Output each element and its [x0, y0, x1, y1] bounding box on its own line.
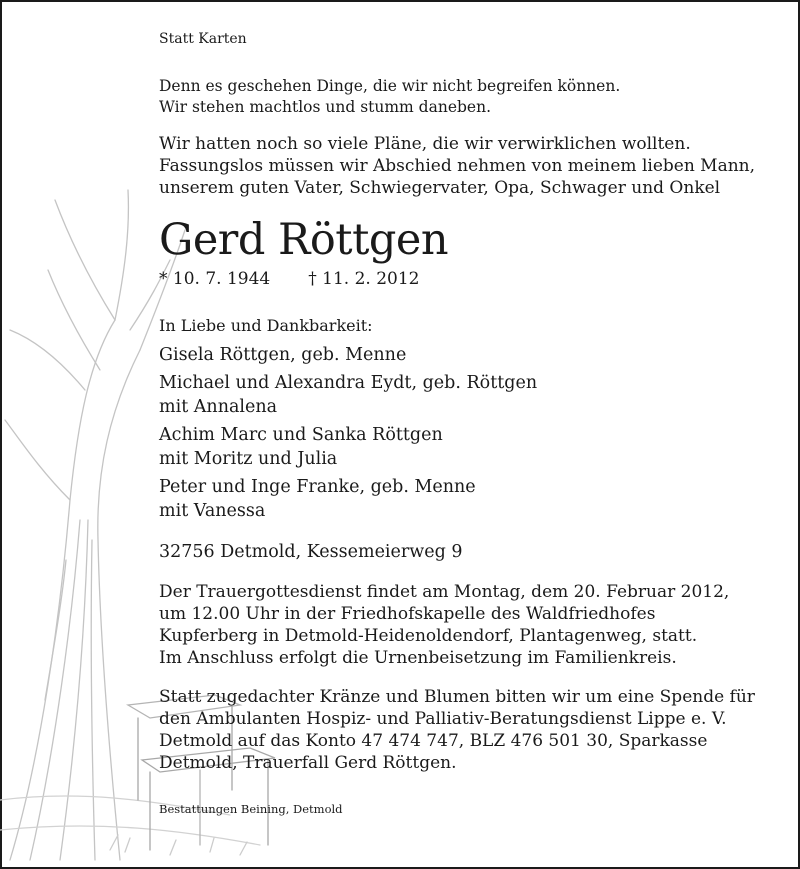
- mourner-names: Peter und Inge Franke, geb. Menne: [159, 477, 476, 497]
- intro-line: Wir hatten noch so viele Pläne, die wir verwirklichen wollten.: [159, 134, 691, 154]
- birth-date: * 10. 7. 1944: [159, 269, 271, 289]
- quote-line: Denn es geschehen Dinge, die wir nicht begreifen können.: [159, 77, 621, 95]
- mourner-children: mit Vanessa: [159, 501, 266, 521]
- donation-line: Statt zugedachter Kränze und Blumen bitten wir um eine Spende für: [159, 687, 755, 707]
- mourner-entry: [159, 343, 779, 367]
- donation-block: [159, 686, 779, 774]
- mourner-entry: [159, 475, 779, 523]
- service-line: Im Anschluss erfolgt die Urnenbeisetzung im Familienkreis.: [159, 648, 677, 668]
- service-line: Der Trauergottesdienst findet am Montag, dem 20. Februar 2012,: [159, 582, 730, 602]
- intro-line: Fassungslos müssen wir Abschied nehmen von meinem lieben Mann,: [159, 156, 756, 176]
- mourner-entry: [159, 423, 779, 471]
- quote-line: Wir stehen machtlos und stumm daneben.: [159, 98, 492, 116]
- donation-line: Detmold auf das Konto 47 474 747, BLZ 476 501 30, Sparkasse: [159, 731, 708, 751]
- donation-line: Detmold, Trauerfall Gerd Röttgen.: [159, 753, 457, 773]
- address: 32756 Detmold, Kessemeierweg 9: [159, 542, 463, 562]
- header-label: Statt Karten: [159, 31, 247, 47]
- death-date: † 11. 2. 2012: [308, 269, 420, 289]
- life-dates: [159, 268, 779, 290]
- undertaker-credit: Bestattungen Beining, Detmold: [159, 802, 343, 816]
- intro-line: unserem guten Vater, Schwiegervater, Opa, Schwager und Onkel: [159, 178, 721, 198]
- service-line: um 12.00 Uhr in der Friedhofskapelle des Waldfriedhofes: [159, 604, 656, 624]
- mourner-names: Gisela Röttgen, geb. Menne: [159, 345, 407, 365]
- mourner-entry: [159, 371, 779, 419]
- mourners-list: [159, 343, 779, 523]
- mourner-children: mit Annalena: [159, 397, 278, 417]
- mourner-children: mit Moritz und Julia: [159, 449, 338, 469]
- intro-block: [159, 133, 779, 199]
- donation-line: den Ambulanten Hospiz- und Palliativ-Beratungsdienst Lippe e. V.: [159, 709, 727, 729]
- mourner-names: Michael und Alexandra Eydt, geb. Röttgen: [159, 373, 538, 393]
- obituary-content: [159, 30, 779, 817]
- quote-block: [159, 76, 779, 118]
- deceased-name: Gerd Röttgen: [159, 215, 449, 265]
- mourner-names: Achim Marc und Sanka Röttgen: [159, 425, 443, 445]
- service-block: [159, 581, 779, 669]
- service-line: Kupferberg in Detmold-Heidenoldendorf, Plantagenweg, statt.: [159, 626, 698, 646]
- mourners-heading: In Liebe und Dankbarkeit:: [159, 316, 373, 335]
